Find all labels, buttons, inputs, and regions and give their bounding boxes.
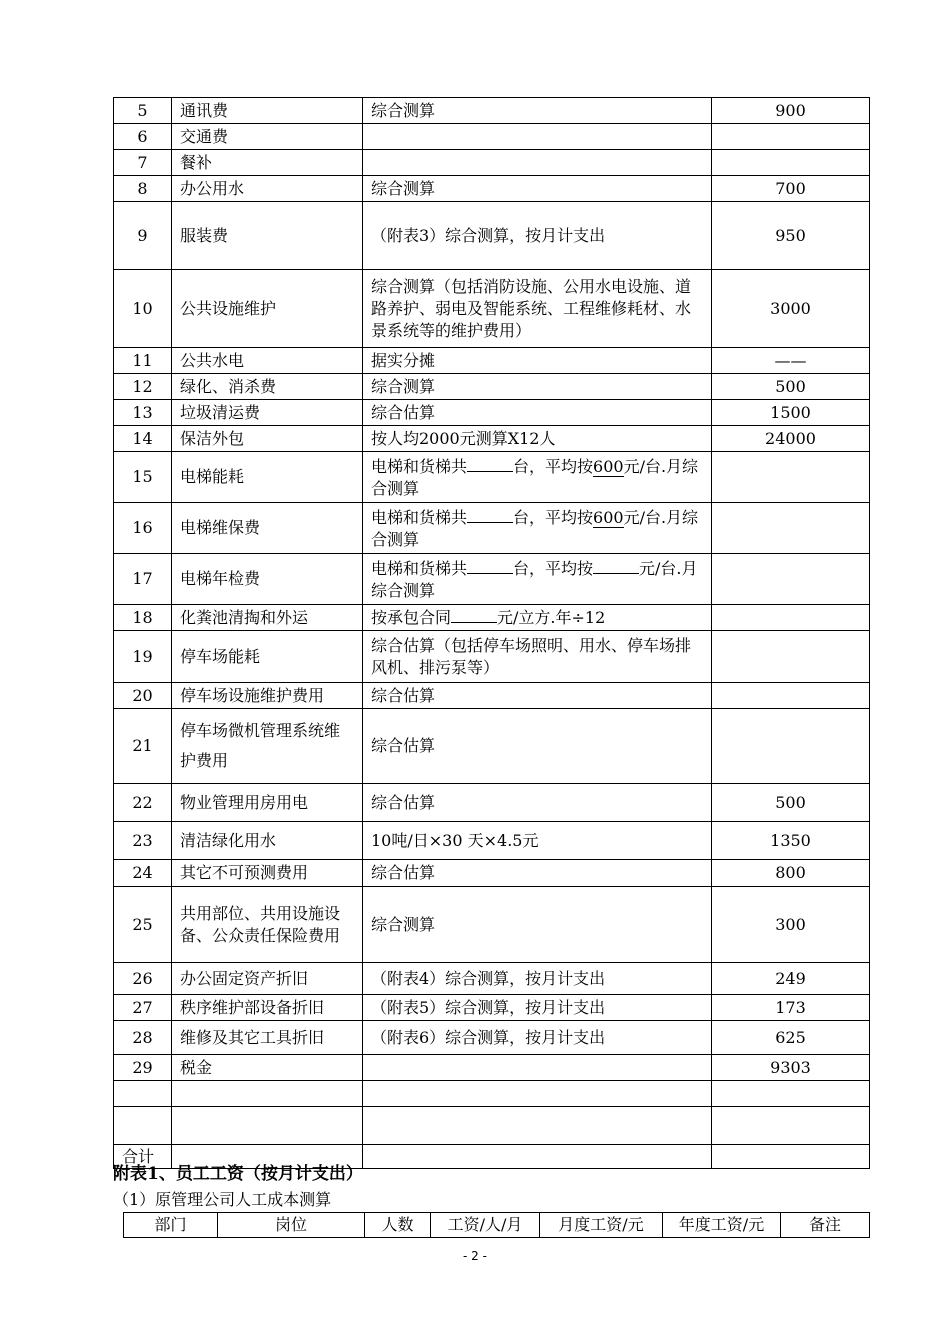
calc-method: 综合测算 — [363, 887, 712, 963]
table-row — [114, 270, 870, 348]
table-row — [114, 426, 870, 452]
table-row — [114, 1055, 870, 1081]
row-number: 26 — [114, 963, 172, 995]
table-header-row — [124, 1213, 870, 1238]
item-name: 服装费 — [172, 202, 363, 270]
appendix-subtitle: （1）原管理公司人工成本测算 — [113, 1190, 332, 1209]
row-number: 17 — [114, 554, 172, 605]
calc-method: （附表6）综合测算，按月计支出 — [363, 1021, 712, 1055]
calc-method — [363, 1081, 712, 1107]
item-name: 停车场设施维护费用 — [172, 683, 363, 709]
method-text: 电梯和货梯共 — [371, 456, 468, 476]
amount: 3000 — [712, 270, 870, 348]
amount: 1500 — [712, 400, 870, 426]
blank-field — [451, 606, 497, 623]
row-number: 23 — [114, 822, 172, 860]
item-name: 垃圾清运费 — [172, 400, 363, 426]
method-text: 按承包合同 — [371, 608, 452, 627]
table-row — [114, 1021, 870, 1055]
row-number: 11 — [114, 348, 172, 374]
amount: 1350 — [712, 822, 870, 860]
table-row — [114, 822, 870, 860]
row-number: 19 — [114, 631, 172, 683]
row-number: 6 — [114, 124, 172, 150]
column-header: 工资/人/月 — [431, 1213, 540, 1238]
calc-method — [363, 503, 712, 554]
row-number: 14 — [114, 426, 172, 452]
row-number: 27 — [114, 995, 172, 1021]
calc-method: 据实分摊 — [363, 348, 712, 374]
calc-method — [363, 1107, 712, 1145]
item-name: 餐补 — [172, 150, 363, 176]
calc-method: （附表4）综合测算，按月计支出 — [363, 963, 712, 995]
table-row — [114, 963, 870, 995]
row-number — [114, 1081, 172, 1107]
row-number: 8 — [114, 176, 172, 202]
cost-table — [113, 97, 870, 1169]
calc-method: 综合测算（包括消防设施、公用水电设施、道路养护、弱电及智能系统、工程维修耗材、水景系统等的维护费用） — [363, 270, 712, 348]
calc-method — [363, 150, 712, 176]
appendix-title: 附表1、员工工资（按月计支出） — [113, 1164, 363, 1184]
column-header: 备注 — [781, 1213, 870, 1238]
amount — [712, 554, 870, 605]
calc-method: 综合估算 — [363, 784, 712, 822]
blank-field — [467, 557, 513, 574]
item-name: 办公用水 — [172, 176, 363, 202]
calc-method: 综合估算 — [363, 400, 712, 426]
amount — [712, 503, 870, 554]
amount — [712, 150, 870, 176]
amount — [712, 452, 870, 503]
calc-method: 综合估算（包括停车场照明、用水、停车场排风机、排污泵等） — [363, 631, 712, 683]
amount: 24000 — [712, 426, 870, 452]
method-text: 元/台.月综合测算 — [371, 456, 699, 498]
underlined-value: 600 — [593, 507, 624, 527]
row-number: 16 — [114, 503, 172, 554]
calc-method: 综合估算 — [363, 683, 712, 709]
calc-method: 综合估算 — [363, 860, 712, 887]
item-name: 停车场能耗 — [172, 631, 363, 683]
method-text: 电梯和货梯共 — [371, 507, 468, 527]
item-name: 电梯能耗 — [172, 452, 363, 503]
amount — [712, 1107, 870, 1145]
method-text: 元/立方.年÷12 — [497, 608, 606, 627]
calc-method: 综合测算 — [363, 374, 712, 400]
row-number: 28 — [114, 1021, 172, 1055]
row-number: 21 — [114, 709, 172, 784]
column-header: 月度工资/元 — [540, 1213, 663, 1238]
calc-method: 综合测算 — [363, 98, 712, 124]
table-row — [114, 709, 870, 784]
method-text: 台，平均按 — [513, 456, 594, 476]
amount: 500 — [712, 374, 870, 400]
row-number: 20 — [114, 683, 172, 709]
item-name — [172, 1081, 363, 1107]
table-row — [114, 683, 870, 709]
calc-method — [363, 1055, 712, 1081]
column-header: 部门 — [124, 1213, 218, 1238]
table-row — [114, 503, 870, 554]
item-name: 交通费 — [172, 124, 363, 150]
column-header: 岗位 — [218, 1213, 365, 1238]
amount: 900 — [712, 98, 870, 124]
item-name: 停车场微机管理系统维护费用 — [172, 709, 363, 784]
amount — [712, 631, 870, 683]
amount: 625 — [712, 1021, 870, 1055]
row-number: 18 — [114, 605, 172, 631]
item-name: 秩序维护部设备折旧 — [172, 995, 363, 1021]
item-name: 办公固定资产折旧 — [172, 963, 363, 995]
table-row — [114, 1081, 870, 1107]
table-row — [114, 860, 870, 887]
table-row — [114, 348, 870, 374]
calc-method — [363, 554, 712, 605]
underlined-value: 600 — [593, 456, 624, 476]
item-name: 其它不可预测费用 — [172, 860, 363, 887]
row-number: 13 — [114, 400, 172, 426]
amount: 800 — [712, 860, 870, 887]
row-number: 7 — [114, 150, 172, 176]
total-amount — [712, 1145, 870, 1169]
blank-field — [467, 506, 513, 523]
calc-method — [363, 605, 712, 631]
amount — [712, 709, 870, 784]
method-text: 电梯和货梯共 — [371, 558, 468, 578]
table-row — [114, 554, 870, 605]
row-number: 10 — [114, 270, 172, 348]
method-text: 元/台.月综合测算 — [371, 507, 699, 549]
method-text: 元/台.月综合测算 — [371, 558, 698, 600]
item-name: 电梯年检费 — [172, 554, 363, 605]
amount: 249 — [712, 963, 870, 995]
calc-method: （附表3）综合测算，按月计支出 — [363, 202, 712, 270]
item-name: 电梯维保费 — [172, 503, 363, 554]
table-row — [114, 887, 870, 963]
item-name: 清洁绿化用水 — [172, 822, 363, 860]
table-row — [114, 400, 870, 426]
amount: 173 — [712, 995, 870, 1021]
table-row — [114, 124, 870, 150]
table-row — [114, 202, 870, 270]
table-row — [114, 176, 870, 202]
total-label: 合计 — [114, 1145, 172, 1169]
row-number: 29 — [114, 1055, 172, 1081]
calc-method: 10吨/日×30 天×4.5元 — [363, 822, 712, 860]
page-number: - 2 - — [463, 1249, 487, 1263]
blank-field — [593, 557, 639, 574]
column-header: 年度工资/元 — [663, 1213, 781, 1238]
amount: 700 — [712, 176, 870, 202]
method-text: 台，平均按 — [513, 507, 594, 527]
item-name: 物业管理用房用电 — [172, 784, 363, 822]
amount: 9303 — [712, 1055, 870, 1081]
row-number: 12 — [114, 374, 172, 400]
amount — [712, 124, 870, 150]
calc-method — [363, 124, 712, 150]
row-number: 24 — [114, 860, 172, 887]
item-name: 通讯费 — [172, 98, 363, 124]
row-number — [114, 1107, 172, 1145]
calc-method: 综合测算 — [363, 176, 712, 202]
column-header: 人数 — [365, 1213, 431, 1238]
item-name — [172, 1107, 363, 1145]
amount: —— — [712, 348, 870, 374]
table-row — [114, 1107, 870, 1145]
item-name: 共用部位、共用设施设备、公众责任保险费用 — [172, 887, 363, 963]
item-name: 化粪池清掏和外运 — [172, 605, 363, 631]
calc-method — [363, 452, 712, 503]
method-text: 台，平均按 — [513, 558, 594, 578]
item-name: 税金 — [172, 1055, 363, 1081]
table-row — [114, 605, 870, 631]
amount: 500 — [712, 784, 870, 822]
calc-method: 综合估算 — [363, 709, 712, 784]
row-number: 25 — [114, 887, 172, 963]
item-name: 绿化、消杀费 — [172, 374, 363, 400]
total-method — [363, 1145, 712, 1169]
amount — [712, 1081, 870, 1107]
table-row — [114, 631, 870, 683]
row-number: 22 — [114, 784, 172, 822]
row-number: 15 — [114, 452, 172, 503]
row-number: 9 — [114, 202, 172, 270]
table-row — [114, 374, 870, 400]
amount — [712, 683, 870, 709]
blank-field — [467, 455, 513, 472]
item-name: 公共水电 — [172, 348, 363, 374]
calc-method: （附表5）综合测算，按月计支出 — [363, 995, 712, 1021]
item-name: 公共设施维护 — [172, 270, 363, 348]
amount — [712, 605, 870, 631]
item-name: 保洁外包 — [172, 426, 363, 452]
table-row — [114, 995, 870, 1021]
table-row — [114, 150, 870, 176]
table-row — [114, 452, 870, 503]
amount: 950 — [712, 202, 870, 270]
row-number: 5 — [114, 98, 172, 124]
calc-method: 按人均2000元测算X12人 — [363, 426, 712, 452]
table-row — [114, 98, 870, 124]
amount: 300 — [712, 887, 870, 963]
item-name: 维修及其它工具折旧 — [172, 1021, 363, 1055]
table-row — [114, 784, 870, 822]
salary-table — [123, 1212, 870, 1238]
